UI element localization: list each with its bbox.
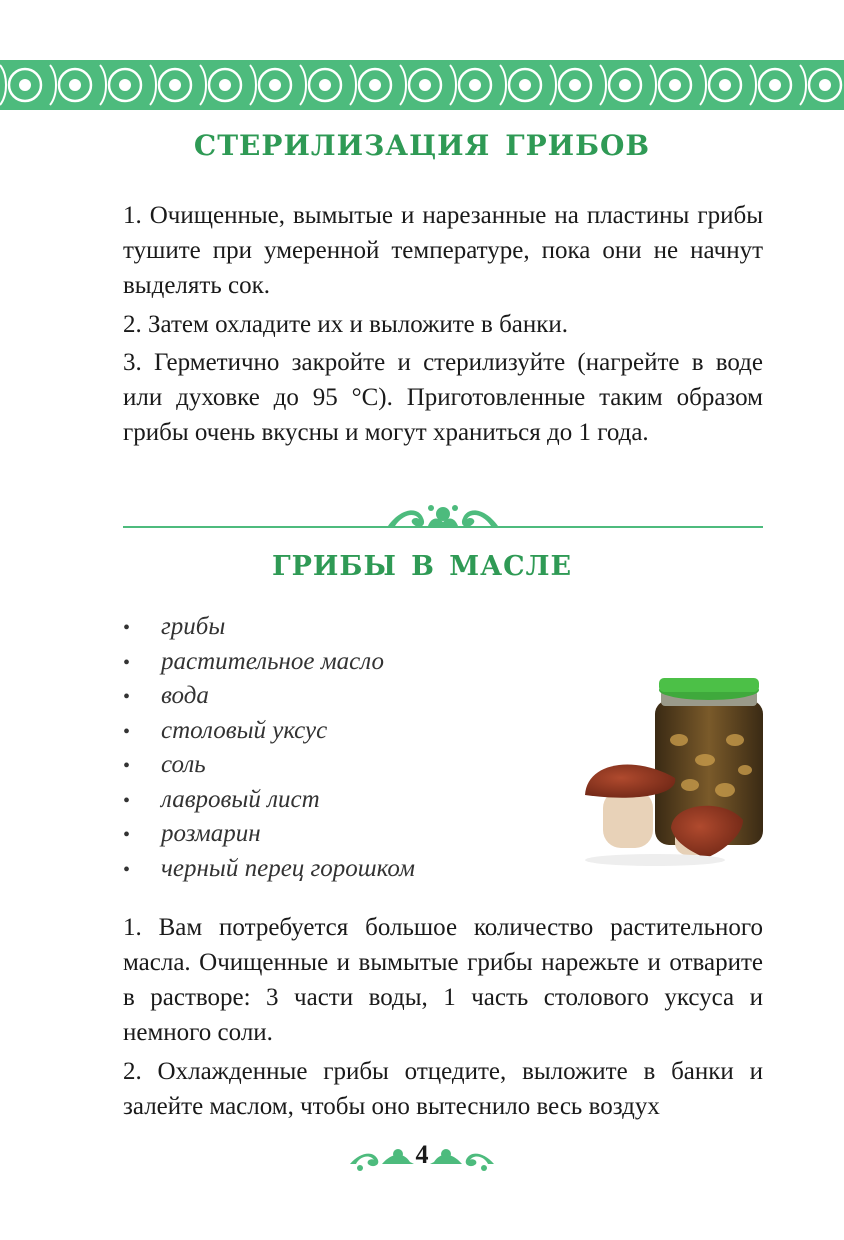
list-item: • столовый уксус: [123, 716, 328, 744]
list-item: • вода: [123, 682, 209, 709]
ornamental-border-icon: [0, 60, 844, 110]
list-item: • соль: [123, 751, 206, 778]
step-paragraph: 1. Очищенные, вымытые и нарезанные на пластины грибы тушите при умеренной температуре, пока они не начнут выделять сок.: [123, 202, 763, 299]
list-item: • розмарин: [123, 820, 261, 847]
list-item: • черный перец горошком: [123, 854, 415, 882]
list-item: • грибы: [123, 613, 226, 640]
page-number: 4: [415, 1140, 429, 1169]
list-item: • растительное масло: [123, 647, 384, 675]
section-title-mushrooms-in-oil: грибы в масле: [271, 539, 573, 584]
step-paragraph: 1. Вам потребуется большое количество растительного масла. Очищенные и вымытые грибы нарежьте и отварите в растворе: 3 части воды, 1 часть столового уксуса и немного соли.: [123, 914, 763, 1046]
section-title-sterilization: стерилизация грибов: [193, 118, 651, 165]
step-paragraph: 2. Затем охладите их и выложите в банки.: [123, 311, 569, 338]
step-paragraph: 3. Герметично закройте и стерилизуйте (нагрейте в воде или духовке до 95 °C). Приготовленные таким образом грибы очень вкусны и могут храниться до 1 года.: [123, 349, 763, 446]
ingredients-list: [123, 610, 415, 886]
list-item: • лавровый лист: [123, 785, 320, 813]
ornament-divider-icon: [123, 500, 763, 536]
mushroom-jar-photo: [575, 650, 780, 885]
step-paragraph: 2. Охлажденные грибы отцедите, выложите в банки и залейте маслом, чтобы оно вытеснило весь воздух: [123, 1058, 763, 1120]
